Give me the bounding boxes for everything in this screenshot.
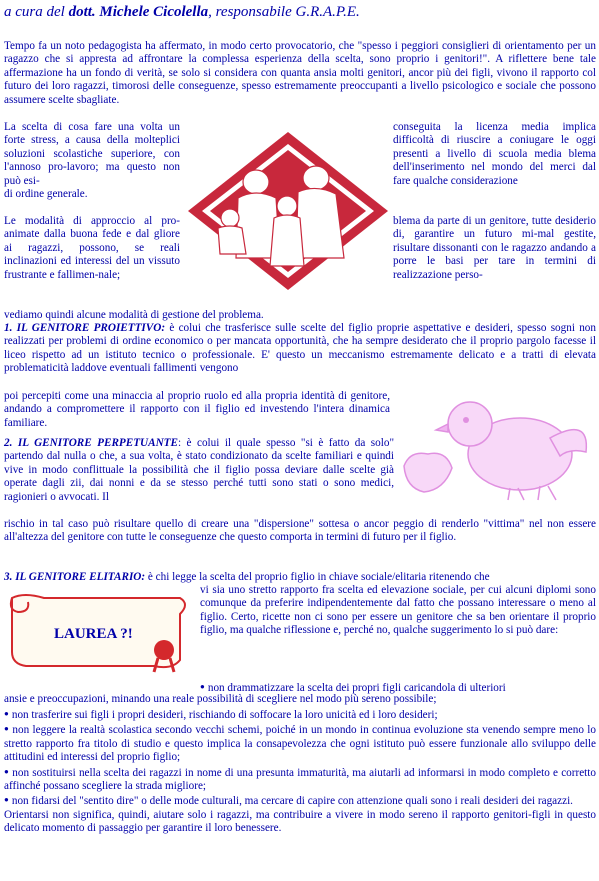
header-author: dott. Michele Cicolella (68, 4, 209, 20)
section1-text: è colui che trasferisce sulle scelte del figlio proprie aspettative e desideri, spesso sogni non realizzati per problemi di ordine economico o per mancata opportunità, che ha sempre desiderato che il proprio pargolo facesse il liceo rispetto ad un istituto tecnico o professionale. E' questo un meccanismo estremamente delicato e a tratti di elevata problematicità laddove eventuali fallimenti vengono (4, 322, 596, 375)
col2-right-text: blema da parte di un genitore, tutte desiderio di, garantire un futuro mi-mal gestite, risultare dissonanti con le ragazzo andando a porre le basi per tare in termini di realizzazione perso- (393, 215, 596, 281)
laurea-scroll-image (4, 590, 190, 678)
col2-full-text: vediamo quindi alcune modalità di gestione del problema. (4, 309, 264, 321)
section2-heading: 2. IL GENITORE PERPETUANTE (4, 437, 178, 449)
family-diamond-image (186, 130, 390, 292)
section1-narrow-text: poi percepiti come una minaccia al proprio ruolo ed alla propria identità di genitore, andando a compromettere il rapporto con il figlio ed investendo l'intera dinamica familiare. (4, 390, 390, 429)
section3-lead-paragraph (4, 571, 596, 584)
page-header (4, 4, 360, 21)
bullet-item: ● non fidarsi del "sentito dire" o delle mode culturali, ma cercare di capire con attenzione quali sono i reali desideri dei ragazzi. (4, 793, 596, 808)
document-page (4, 0, 596, 881)
bullet-icon (4, 795, 12, 807)
bullet-1-rest: ansie e preoccupazioni, minando una reale possibilità di scegliere nel modo più sereno possibile; (4, 693, 437, 705)
section2-text: rischio in tal caso può risultare quello di creare una "dispersione" sottesa o ancor peggio di renderlo "vittima" nel non essere all'altezza del genitore con tutte le conseguenze che questo comporta in termini di futuro per il figlio. (4, 518, 596, 544)
bullet-icon (4, 767, 12, 779)
closing-paragraph: Orientarsi non significa, quindi, aiutare solo i ragazzi, ma contribuire a vivere in modo sereno il rapporto genitori-figli in questo delicato momento di passaggio per garantire il loro benessere. (4, 808, 596, 835)
bullet-item: ● non sostituirsi nella scelta dei ragazzi in nome di una presunta immaturità, ma aiutarli ad informarsi in modo completo e corretto affinché possano scegliere la strada migliore; (4, 765, 596, 794)
col2-left-text: Le modalità di approccio al pro-animate dalla buona fede e dal gliore ai ragazzi, possono, se reali inclinazioni ed interessi del un vissuto frustrante e fallimen-nale; (4, 215, 180, 281)
section2-narrow-text: : è colui il quale spesso "si è fatto da solo" partendo dal nulla o che, a sua volta, è stato condizionato da scelte familiari e quindi vive in modo conflittuale la possibilità che il figlio possa deviare dalle scelte già operate dagli zii, dai nonni e da se stesso perché tutti sono stati o sono medici, ragionieri o avvocati. Il (4, 437, 395, 503)
bullet-icon (4, 709, 12, 721)
chick-image (400, 396, 596, 502)
section1-heading: 1. IL GENITORE PROIETTIVO: (4, 322, 166, 334)
section3-narrow-text: vi sia uno stretto rapporto fra scelta ed elevazione sociale, per cui alcuni diplomi sono comunque da preferire indipendentemente dal fatto che possano interessare o meno al figlio. Certo, ricette non ci sono per essere un genitore che sa ben orientare il proprio figlio, ma qualche riflessione e, perché no, qualche suggerimento lo si può dare: (200, 584, 596, 637)
section1-paragraph (4, 322, 596, 376)
section3-lead: è chi legge la scelta del proprio figlio in chiave sociale/elitaria ritenendo che (145, 571, 490, 583)
bullet-1-text: non drammatizzare la scelta dei propri figli caricandola di ulteriori (207, 682, 506, 694)
intro-paragraph: Tempo fa un noto pedagogista ha affermato, in modo certo provocatorio, che "spesso i peggiori consiglieri di orientamento per un ragazzo che si appresta ad affrontare la complessa esperienza della scelta, sono proprio i genitori!". A riflettere bene tale affermazione ha un fondo di verità, se solo si considera con quanta ansia molti genitori, ancor più dei figli, vivono il rapporto col futuro dei loro ragazzi, timorosi delle conseguenze, spesso estremamente preoccupanti a livello psicologico e sociale che possono assumere scelte sbagliate. (4, 40, 596, 106)
laurea-label: LAUREA ?! (54, 626, 133, 642)
col1-left-text: La scelta di cosa fare una volta un forte stress, a causa della molteplici soluzioni scolastiche superiore, con l'annoso pro-lavoro; ma questo non può esi- (4, 121, 180, 187)
section2-narrow-paragraph (4, 437, 394, 504)
section3-heading: 3. IL GENITORE ELITARIO: (4, 571, 146, 583)
col1-full-text: di ordine generale. (4, 188, 88, 200)
bullet-item: ● non leggere la realtà scolastica secondo vecchi schemi, poiché in un mondo in continua evoluzione sta venendo sempre meno lo stretto rapporto fra titolo di studio e questo implica la consapevolezza che ogni istituto può essere funzionale allo sviluppo delle attitudini ed interessi del proprio figlio; (4, 722, 596, 764)
bullet-item: ● non trasferire sui figli i propri desideri, rischiando di soffocare la loro unicità ed i loro desideri; (4, 707, 596, 722)
header-prefix: a cura del (4, 4, 69, 20)
bullet-list (4, 707, 596, 836)
header-suffix: , responsabile G.R.A.P.E. (208, 4, 360, 20)
col1-right-text: conseguita la licenza media implica difficoltà di riuscire a coniugare le oggi presenti a livello di scuola media blema dell'inserimento nel mondo del merci dal fare qualche considerazione (393, 121, 596, 187)
